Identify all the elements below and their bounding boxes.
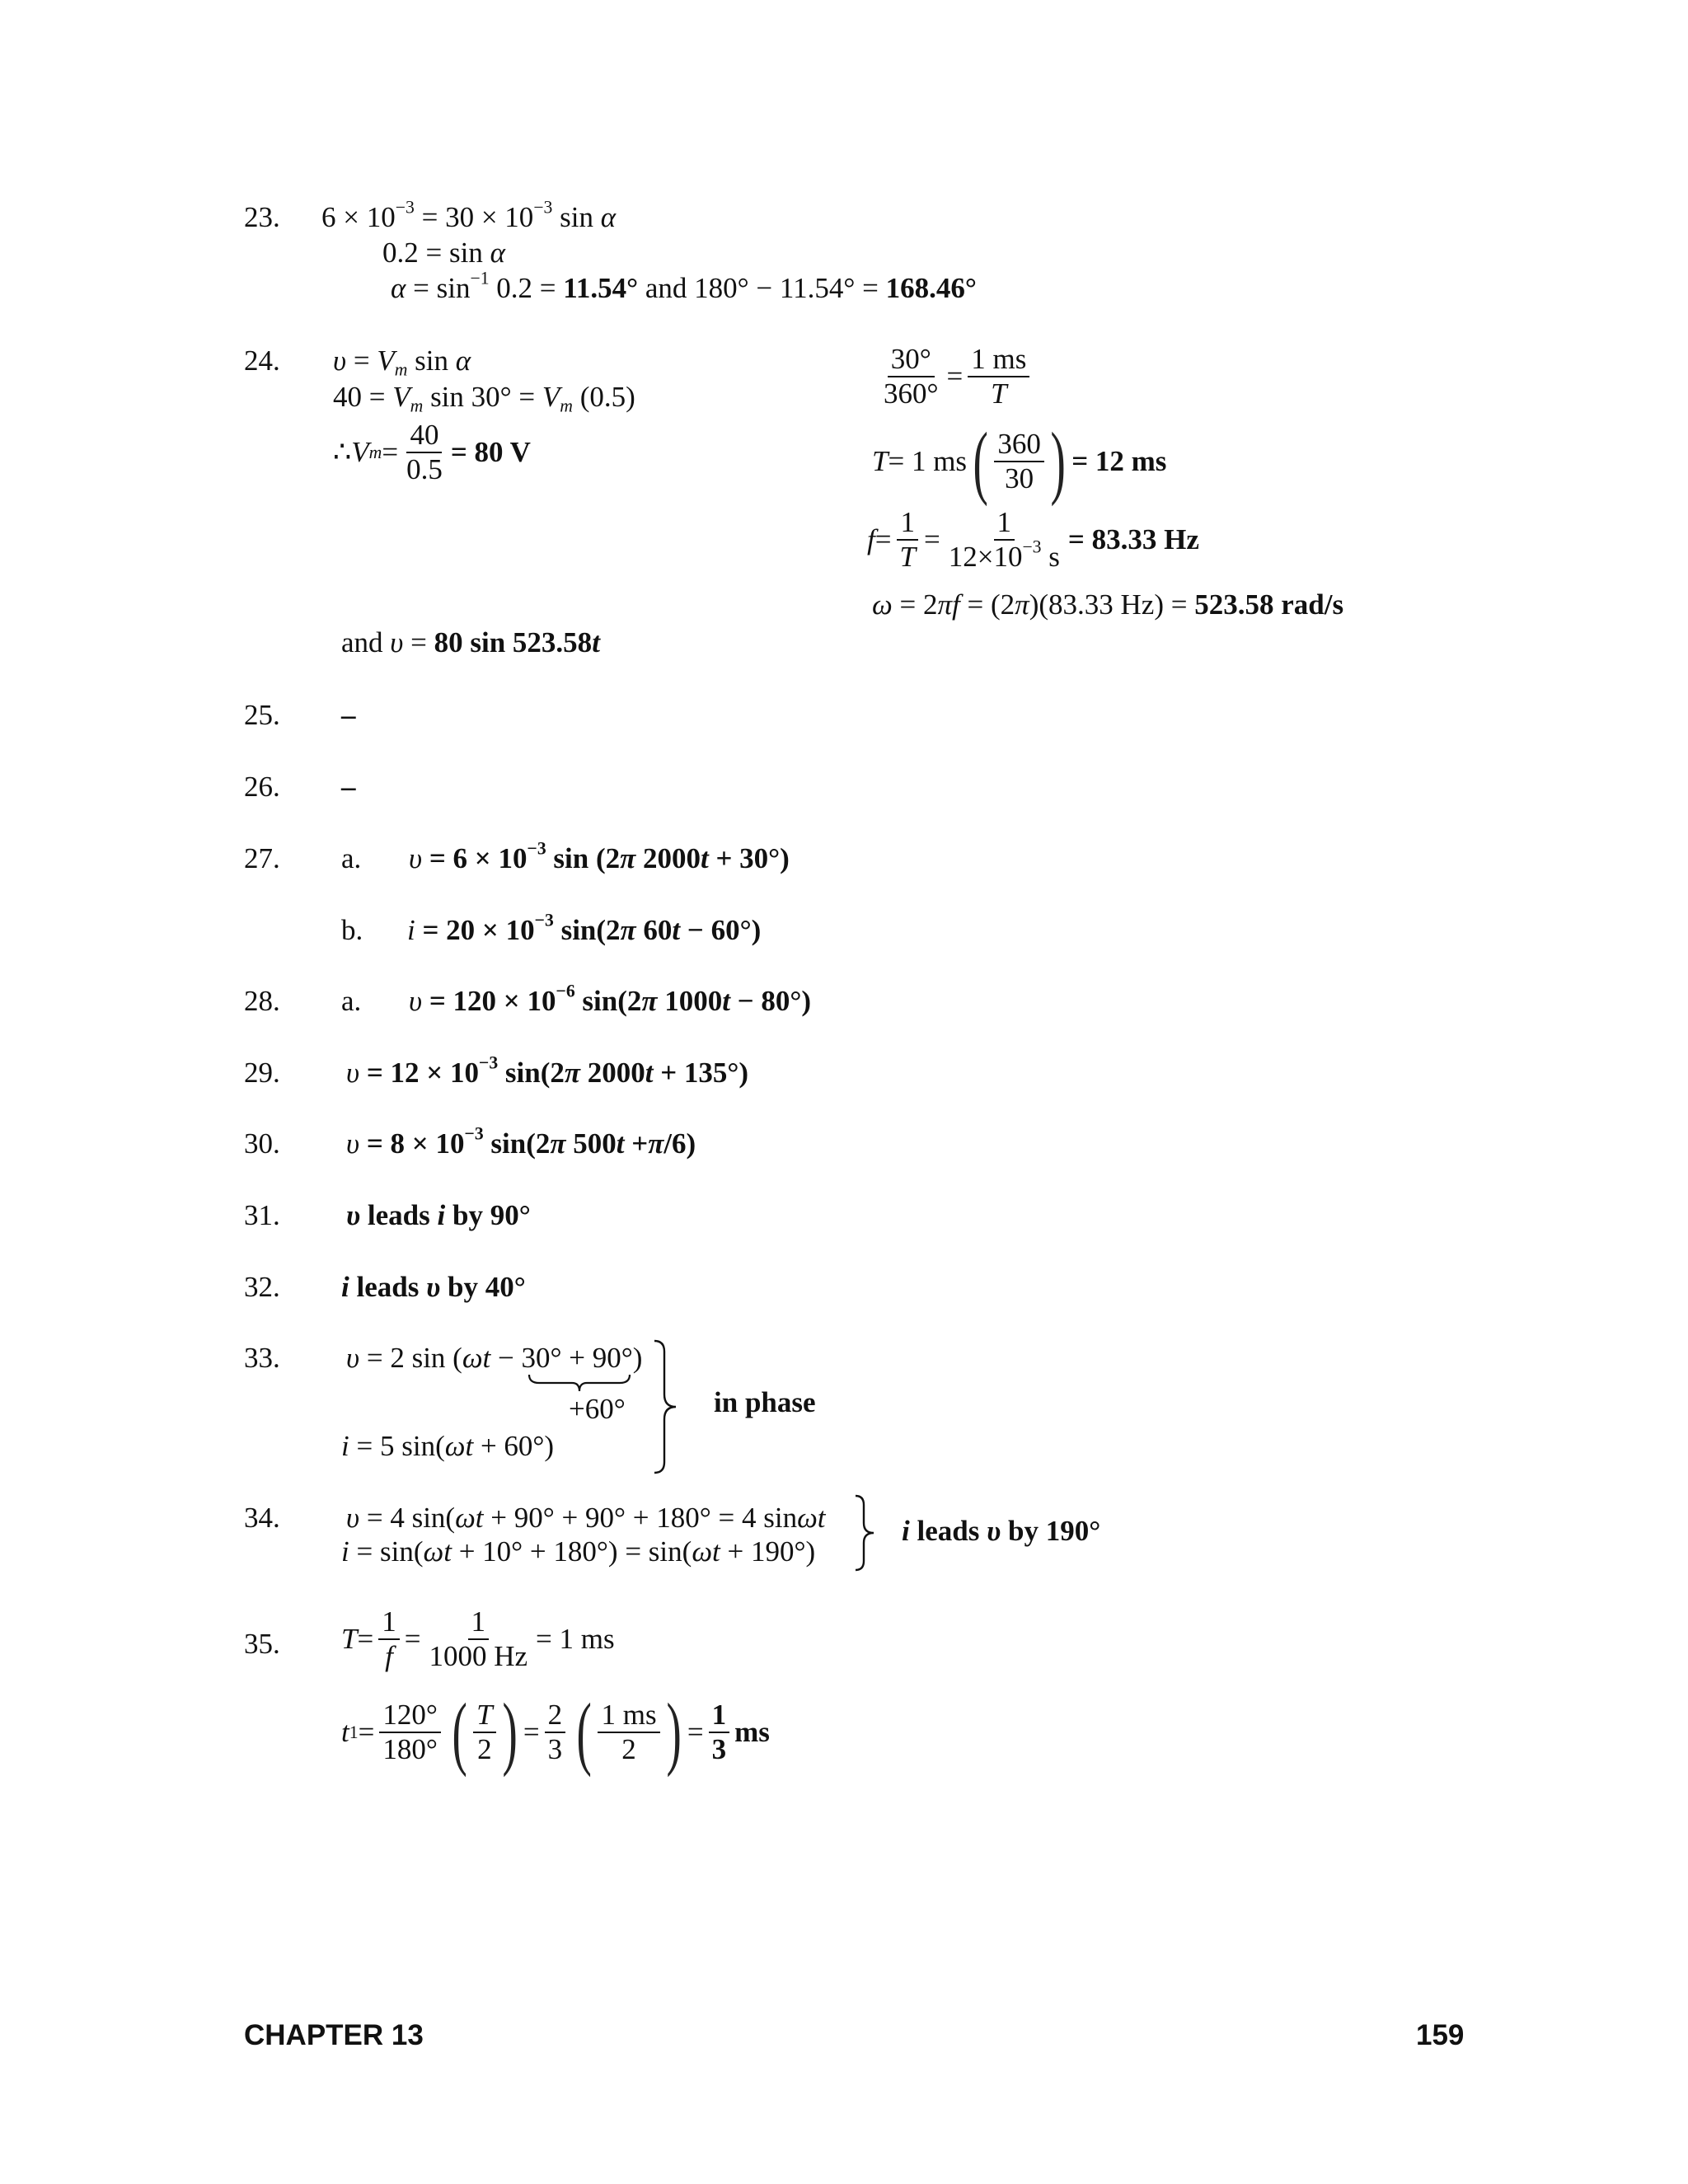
answer: 523.58 rad/s: [1194, 588, 1344, 621]
equation-text: = 2 sin (: [359, 1342, 462, 1374]
equals-sign: =: [404, 1623, 421, 1656]
equation-line: [333, 381, 635, 414]
variable: π: [648, 1127, 664, 1160]
equation-text: = 1 ms: [888, 444, 968, 477]
variable: π: [620, 842, 636, 874]
exponent: −3: [464, 1123, 484, 1144]
equation-text: and 180° − 11.54° =: [638, 272, 886, 304]
equation-text: + 60°): [473, 1430, 555, 1462]
equation-line: [346, 1342, 642, 1375]
equation-text: 0.2 = sin: [382, 237, 490, 269]
unit: ms: [734, 1715, 770, 1748]
variable: t: [672, 914, 681, 946]
equation-text: 500: [565, 1127, 617, 1160]
underbraced-text: 30° + 90°: [521, 1342, 633, 1374]
equation-text: sin(2: [553, 914, 621, 946]
underbrace: [528, 1373, 631, 1393]
variable: t: [712, 1535, 720, 1568]
equation-line: [321, 197, 617, 234]
variable: ω: [797, 1502, 818, 1534]
variable: t: [341, 1715, 349, 1748]
denominator: 2: [621, 1733, 636, 1765]
numerator: 1: [994, 506, 1015, 541]
denominator: 30: [1005, 462, 1034, 494]
equation-text: =: [358, 1715, 375, 1748]
subscript: m: [394, 359, 408, 380]
numerator: 30°: [888, 343, 935, 377]
equation-text: = sin: [406, 272, 471, 304]
variable: t: [817, 1502, 826, 1534]
exponent: −3: [478, 1052, 499, 1073]
variable: υ: [346, 1057, 360, 1089]
equation-text: 0.2 =: [489, 272, 564, 304]
variable: i: [437, 1199, 446, 1231]
variable: f: [867, 523, 875, 556]
problem-number: 33.: [244, 1342, 280, 1374]
exponent: −3: [534, 910, 554, 930]
fraction: [968, 343, 1029, 411]
problem-number: 25.: [244, 699, 280, 731]
denominator: 1000 Hz: [429, 1640, 528, 1673]
equation-text: =: [874, 523, 892, 556]
denominator: f: [385, 1640, 393, 1673]
problem-number: 29.: [244, 1057, 280, 1089]
variable: π: [937, 588, 953, 621]
equation-text: leads: [360, 1199, 438, 1231]
equals-sign: =: [946, 360, 964, 393]
subscript: m: [410, 396, 424, 416]
problem-number: 28.: [244, 985, 280, 1017]
variable: υ: [987, 1515, 1001, 1547]
variable: π: [620, 914, 636, 946]
equation-text: by 190°: [1001, 1515, 1101, 1547]
variable: i: [341, 1535, 349, 1568]
equation-line: [875, 343, 1034, 411]
equation-line: [407, 910, 762, 947]
answer: 11.54°: [563, 272, 639, 304]
equation-text: − 60°): [680, 914, 762, 946]
equation-line: [346, 1199, 531, 1232]
variable: υ: [346, 1127, 360, 1160]
variable: ω: [872, 588, 893, 621]
variable: V: [392, 381, 410, 413]
equation-line: [409, 981, 812, 1018]
numerator: 1 ms: [968, 343, 1029, 377]
equation-text: 2000: [635, 842, 701, 874]
exponent: −3: [395, 197, 415, 218]
denominator: 180°: [382, 1733, 438, 1765]
equation-text: by 40°: [440, 1271, 526, 1303]
equation-text: =: [357, 1623, 374, 1656]
equation-text: sin: [552, 201, 601, 233]
variable: ω: [455, 1502, 476, 1534]
exponent: −6: [556, 981, 575, 1001]
variable: υ: [333, 344, 347, 377]
problem-number: 34.: [244, 1502, 280, 1534]
equals-sign: =: [523, 1715, 540, 1748]
variable: t: [592, 626, 600, 658]
variable: α: [490, 237, 505, 269]
problem-number: 24.: [244, 344, 280, 377]
fraction: [709, 1699, 730, 1767]
variable: π: [550, 1127, 566, 1160]
equation-text: /6): [663, 1127, 696, 1160]
equation-text: sin(2: [574, 985, 642, 1017]
equation-text: leads: [349, 1271, 427, 1303]
denominator: 3: [547, 1733, 563, 1765]
denominator: T: [991, 377, 1007, 410]
right-brace: [651, 1338, 684, 1475]
denominator-text: 12×10: [948, 541, 1023, 574]
equals-sign: =: [923, 523, 940, 556]
variable: π: [564, 1057, 580, 1089]
variable: υ: [409, 985, 423, 1017]
equation-text: 40 =: [333, 381, 393, 413]
equation-text: = (2: [959, 588, 1015, 621]
denominator: T: [899, 541, 916, 574]
equation-line: [346, 1502, 826, 1535]
answer: 80 sin 523.58: [434, 626, 593, 658]
problem-number: 32.: [244, 1271, 280, 1303]
equation-text: (0.5): [572, 381, 635, 413]
variable: T: [872, 444, 889, 477]
answer: = 83.33 Hz: [1067, 523, 1199, 556]
equation-line: [382, 237, 505, 269]
variable: V: [542, 381, 560, 413]
variable: i: [902, 1515, 910, 1547]
equation-text: sin (2: [546, 842, 621, 874]
equation-text: = 1 ms: [536, 1623, 615, 1656]
equation-line: ∴ V m = $\frac{40}{0.5}$ = 80 V: [333, 419, 531, 486]
denominator-text: s: [1041, 541, 1060, 574]
denominator: [945, 537, 1063, 574]
equation-text: )(83.33 Hz) =: [1029, 588, 1195, 621]
equals-sign: =: [687, 1715, 704, 1748]
part-label: b.: [341, 914, 363, 946]
fraction: [598, 1699, 659, 1767]
equation-text: +: [624, 1127, 649, 1160]
numerator: 120°: [379, 1699, 441, 1733]
denominator: 0.5: [406, 453, 443, 486]
numerator: 1: [378, 1605, 400, 1640]
problem-number: 35.: [244, 1628, 280, 1660]
denominator: 360°: [884, 377, 939, 410]
variable: α: [455, 344, 471, 377]
equation-text: + 135°): [653, 1057, 749, 1089]
brace-label: +60°: [569, 1393, 626, 1425]
fraction: [425, 1605, 531, 1674]
equation-line: [391, 268, 977, 305]
numerator: 40: [406, 419, 442, 453]
equation-text: = 4 sin(: [359, 1502, 456, 1534]
denominator: 2: [477, 1733, 492, 1765]
equation-line: [341, 1535, 815, 1568]
equation-text: ): [632, 1342, 643, 1374]
problem-number: 27.: [244, 842, 280, 874]
variable: t: [645, 1057, 654, 1089]
parenthesized-fraction: ( $\frac{T}{2}$ ): [452, 1686, 518, 1778]
equation-text: sin(2: [498, 1057, 565, 1089]
equation-line: [333, 344, 471, 380]
problem-number: 31.: [244, 1199, 280, 1231]
fraction: [880, 343, 942, 411]
fraction: [945, 506, 1063, 574]
variable: ω: [692, 1535, 713, 1568]
exponent: −3: [527, 838, 546, 859]
numerator: 2: [545, 1699, 566, 1733]
equation-text: = 8 × 10: [359, 1127, 465, 1160]
variable: υ: [409, 842, 423, 874]
variable: ω: [423, 1535, 444, 1568]
result-label: [902, 1515, 1100, 1548]
fraction: [896, 506, 918, 574]
equation-line: [341, 1605, 615, 1674]
equation-text: = 12 × 10: [359, 1057, 479, 1089]
variable: t: [443, 1535, 452, 1568]
variable: π: [1015, 588, 1029, 621]
equation-text: = 120 × 10: [422, 985, 556, 1017]
equation-text: + 30°): [708, 842, 790, 874]
variable: V: [351, 436, 369, 469]
equation-line: [872, 415, 1167, 507]
numerator: 360: [994, 428, 1044, 462]
variable: i: [341, 1271, 349, 1303]
fraction: [378, 1605, 400, 1674]
equation-text: 6 × 10: [321, 201, 396, 233]
equation-text: 2000: [580, 1057, 645, 1089]
equation-text: =: [346, 344, 377, 377]
exponent: −1: [470, 268, 490, 288]
variable: t: [482, 1342, 491, 1374]
chapter-label: CHAPTER 13: [244, 2019, 424, 2051]
equation-line: [341, 1430, 554, 1463]
variable: t: [475, 1502, 484, 1534]
variable: ω: [462, 1342, 483, 1374]
equation-text: 60: [635, 914, 673, 946]
variable: f: [952, 588, 960, 621]
equation-line: [872, 588, 1343, 621]
equation-line: [409, 838, 790, 875]
equation-text: + 190°): [720, 1535, 816, 1568]
blank-answer: –: [341, 699, 356, 731]
equation-line: [341, 626, 600, 659]
equation-text: = 5 sin(: [349, 1430, 445, 1462]
numerator: 1: [468, 1605, 490, 1640]
equation-text: =: [382, 436, 399, 469]
numerator: 1 ms: [598, 1699, 659, 1733]
problem-number: 26.: [244, 771, 280, 803]
variable: t: [701, 842, 709, 874]
equation-text: = 2: [892, 588, 938, 621]
variable: π: [641, 985, 658, 1017]
equation-text: −: [490, 1342, 522, 1374]
equation-line: t 1 = $\frac{120^\circ}{180^\circ}$ ( $\frac{T}{2}$ ) = $\frac{2}{3}$ ( $\frac{1 ms}{2}$ ) = $\frac{1}{3}$ ms: [341, 1686, 770, 1778]
fraction: [545, 1699, 566, 1767]
variable: υ: [390, 626, 404, 658]
equation-line: [341, 1271, 526, 1304]
numerator: 1: [709, 1699, 730, 1733]
variable: t: [465, 1430, 474, 1462]
equation-text: + 90° + 90° + 180° = 4 sin: [483, 1502, 798, 1534]
parenthesized-fraction: ( $\frac{1 ms}{2}$ ): [576, 1686, 682, 1778]
variable: t: [616, 1127, 625, 1160]
equation-line: [867, 506, 1199, 574]
variable: α: [391, 272, 406, 304]
equation-text: sin(2: [483, 1127, 551, 1160]
equation-line: [346, 1123, 696, 1160]
equation-text: = sin(: [349, 1535, 424, 1568]
denominator: 3: [711, 1733, 727, 1765]
answer: 168.46°: [885, 272, 977, 304]
subscript: m: [560, 396, 573, 416]
parenthesized-fraction: ( $\frac{360}{30}$ ): [973, 415, 1066, 507]
variable: υ: [346, 1199, 361, 1231]
fraction: [403, 419, 446, 487]
equation-text: sin 30° =: [423, 381, 542, 413]
equation-text: by 90°: [445, 1199, 531, 1231]
numerator: T: [473, 1699, 495, 1733]
equation-line: [346, 1052, 749, 1090]
variable: i: [341, 1430, 349, 1462]
equation-text: = 20 × 10: [415, 914, 535, 946]
equation-text: + 10° + 180°) = sin(: [451, 1535, 692, 1568]
variable: V: [377, 344, 395, 377]
fraction: [994, 428, 1044, 496]
exponent: −3: [1022, 537, 1042, 557]
therefore-symbol: ∴: [333, 436, 352, 469]
equation-text: sin: [407, 344, 456, 377]
problem-number: 23.: [244, 201, 280, 233]
equation-text: and: [341, 626, 391, 658]
fraction: [379, 1699, 441, 1767]
equation-text: = 6 × 10: [422, 842, 528, 874]
page-number: 159: [1416, 2019, 1465, 2051]
variable: i: [407, 914, 415, 946]
part-label: a.: [341, 842, 362, 874]
equation-text: leads: [909, 1515, 987, 1547]
answer: = 80 V: [450, 436, 531, 469]
exponent: −3: [533, 197, 553, 218]
variable: υ: [346, 1502, 360, 1534]
variable: υ: [346, 1342, 360, 1374]
equation-text: = 30 × 10: [414, 201, 534, 233]
variable: α: [600, 201, 617, 233]
equation-text: =: [403, 626, 434, 658]
equation-text: 1000: [657, 985, 723, 1017]
answer: = 12 ms: [1071, 444, 1167, 477]
numerator: 1: [897, 506, 918, 541]
variable: T: [341, 1623, 358, 1656]
variable: ω: [444, 1430, 466, 1462]
part-label: a.: [341, 985, 362, 1017]
equation-text: − 80°): [729, 985, 812, 1017]
blank-answer: –: [341, 771, 356, 803]
right-brace: [852, 1493, 880, 1572]
variable: t: [722, 985, 730, 1017]
fraction: [473, 1699, 495, 1767]
variable: υ: [426, 1271, 441, 1303]
result-label: in phase: [714, 1386, 816, 1418]
problem-number: 30.: [244, 1127, 280, 1160]
